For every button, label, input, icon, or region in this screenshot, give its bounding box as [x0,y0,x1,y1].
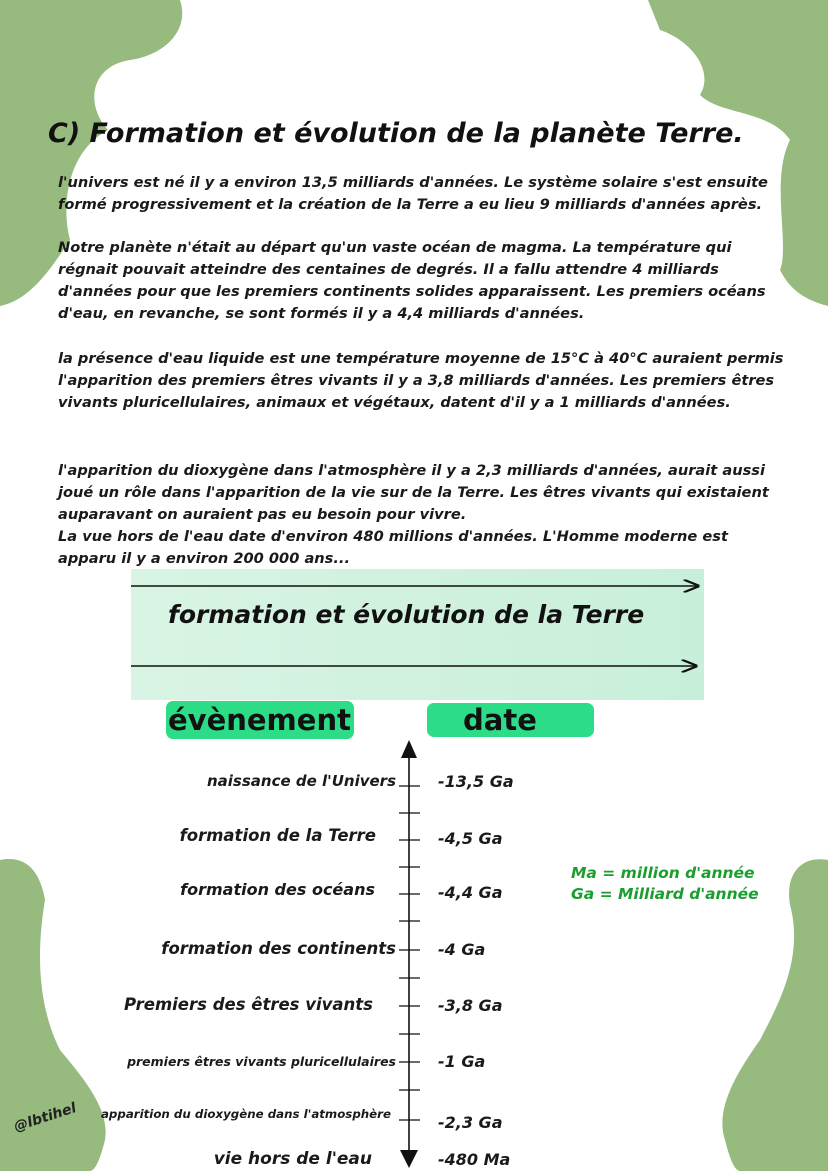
axis-arrow-down [400,1150,418,1168]
timeline-event: vie hors de l'eau [213,1149,372,1169]
timeline-event: formation de la Terre [179,826,376,845]
date-column-header: date [427,703,594,737]
legend-ma: Ma = million d'année [571,864,755,882]
paragraph-oxygen: l'apparition du dioxygène dans l'atmosphère il y a 2,3 milliards d'années, aurait aussi joué un rôle dans l'apparition de la vie sur de la Terre. Les êtres vivants qui existaient auparavant on auraient pas eu besoin pour vivre. La vue hors de l'eau date d'environ 480 millions d'années. L'Homme moderne est apparu il y a environ 200 000 ans... [58,462,769,567]
timeline-date: -3,8 Ga [438,996,503,1015]
paragraph-universe: l'univers est né il y a environ 13,5 milliards d'années. Le système solaire s'est ensuite formé progressivement et la création de la Terre a eu lieu 9 milliards d'années après. [58,174,768,213]
event-column-header: évènement [166,701,354,739]
timeline-date: -4,4 Ga [438,883,503,902]
legend-ga: Ga = Milliard d'année [571,885,759,903]
timeline-date: -2,3 Ga [438,1113,503,1132]
timeline-banner-title: formation et évolution de la Terre [168,600,645,629]
timeline-date: -4 Ga [438,940,486,959]
timeline-date: -13,5 Ga [438,772,514,791]
timeline-date: -1 Ga [438,1052,486,1071]
timeline-event: Premiers des êtres vivants [124,995,373,1014]
page-title: C) Formation et évolution de la planète Terre. [48,118,744,149]
timeline-event: premiers êtres vivants pluricellulaires [127,1054,396,1069]
timeline-date: -4,5 Ga [438,829,503,848]
timeline-event: formation des océans [180,880,375,899]
axis-arrow-up [401,740,417,758]
timeline-date: -480 Ma [438,1150,511,1169]
paragraph-life: la présence d'eau liquide est une température moyenne de 15°C à 40°C auraient permis l'apparition des premiers êtres vivants il y a 3,8 milliards d'années. Les premiers êtres vivants pluricellulaires, animaux et végétaux, datent d'il y a 1 milliards d'années. [58,350,784,411]
paragraph-magma: Notre planète n'était au départ qu'un vaste océan de magma. La température qui régnait pouvait atteindre des centaines de degrés. Il a fallu attendre 4 milliards d'années pour que les premiers continents solides apparaissent. Les premiers océans d'eau, en revanche, se sont formés il y a 4,4 milliards d'années. [58,239,766,322]
author-handle: @lbtihel [12,1100,79,1136]
timeline-event: formation des continents [161,939,396,958]
timeline-event: apparition du dioxygène dans l'atmosphère [100,1107,391,1121]
timeline-event: naissance de l'Univers [206,772,396,790]
